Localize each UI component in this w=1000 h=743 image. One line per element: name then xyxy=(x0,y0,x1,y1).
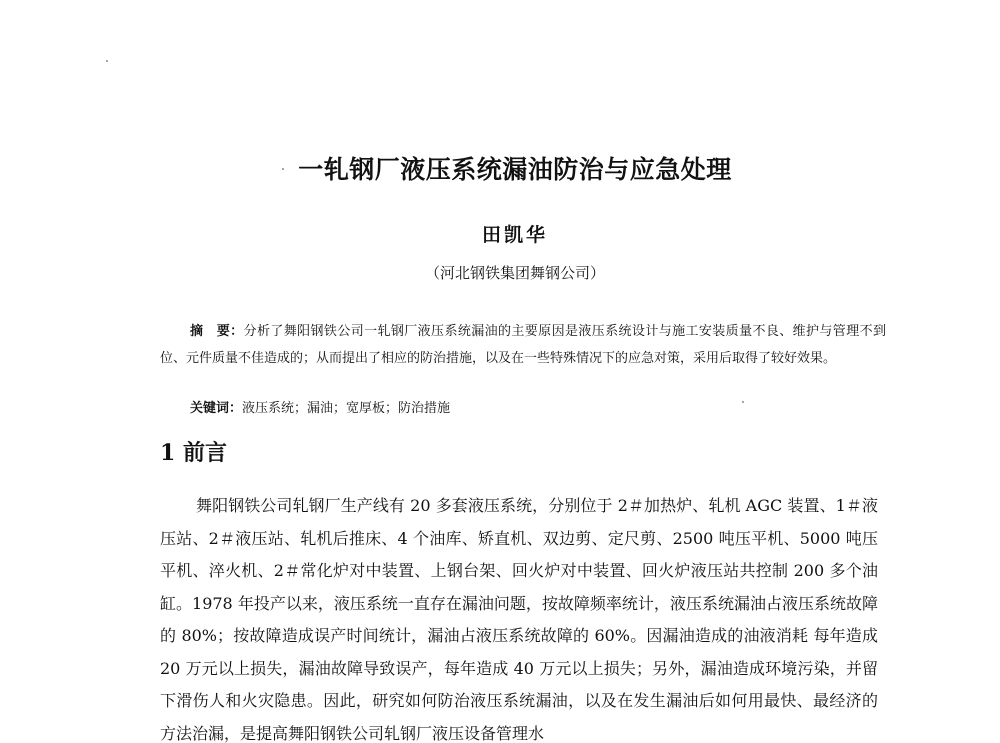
keywords-line xyxy=(190,397,890,421)
author-affiliation: （河北钢铁集团舞钢公司） xyxy=(424,264,605,282)
introduction-paragraph: 舞阳钢铁公司轧钢厂生产线有 20 多套液压系统，分别位于 2＃加热炉、轧机 AGC 装置、1＃液压站、2＃液压站、轧机后推床、4 个油库、矫直机、双边剪、定尺剪、2500 吨压平机、5000 吨压平机、淬火机、2＃常化炉对中装置、上钢台架、回火炉对中装置、回火炉液压站共控制 200 多个油缸。1978 年投产以来，液压系统一直存在漏油问题，按故障频率统计，液压系统漏油占液压系统故障的 80%；按故障造成误产时间统计，漏油占液压系统故障的 60%。因漏油造成的油液消耗 每年造成 20 万元以上损失，漏油故障导致误产，每年造成 40 万元以上损失；另外，漏油造成环境污染，并留下滑伤人和火灾隐患。因此，研究如何防治液压系统漏油，以及在发生漏油后如何用最快、最经济的方法治漏，是提高舞阳钢铁公司轧钢厂液压设备管理水 xyxy=(160,496,878,743)
section-heading-introduction: 1 前言 xyxy=(160,440,227,466)
scan-speck xyxy=(106,60,108,62)
keywords-label: 关键词： xyxy=(190,401,243,416)
abstract-text: 分析了舞阳钢铁公司一轧钢厂液压系统漏油的主要原因是液压系统设计与施工安装质量不良、维护与管理不到位、元件质量不佳造成的；从而提出了相应的防治措施，以及在一些特殊情况下的应急对策，采用后取得了较好效果。 xyxy=(160,324,886,366)
keywords-text: 液压系统；漏油；宽厚板；防治措施 xyxy=(242,401,451,416)
paper-author: 田凯华 xyxy=(481,224,548,246)
abstract-label: 摘 要： xyxy=(190,324,244,339)
abstract-paragraph xyxy=(160,318,886,372)
paper-title: 一轧钢厂液压系统漏油防治与应急处理 xyxy=(298,155,732,184)
